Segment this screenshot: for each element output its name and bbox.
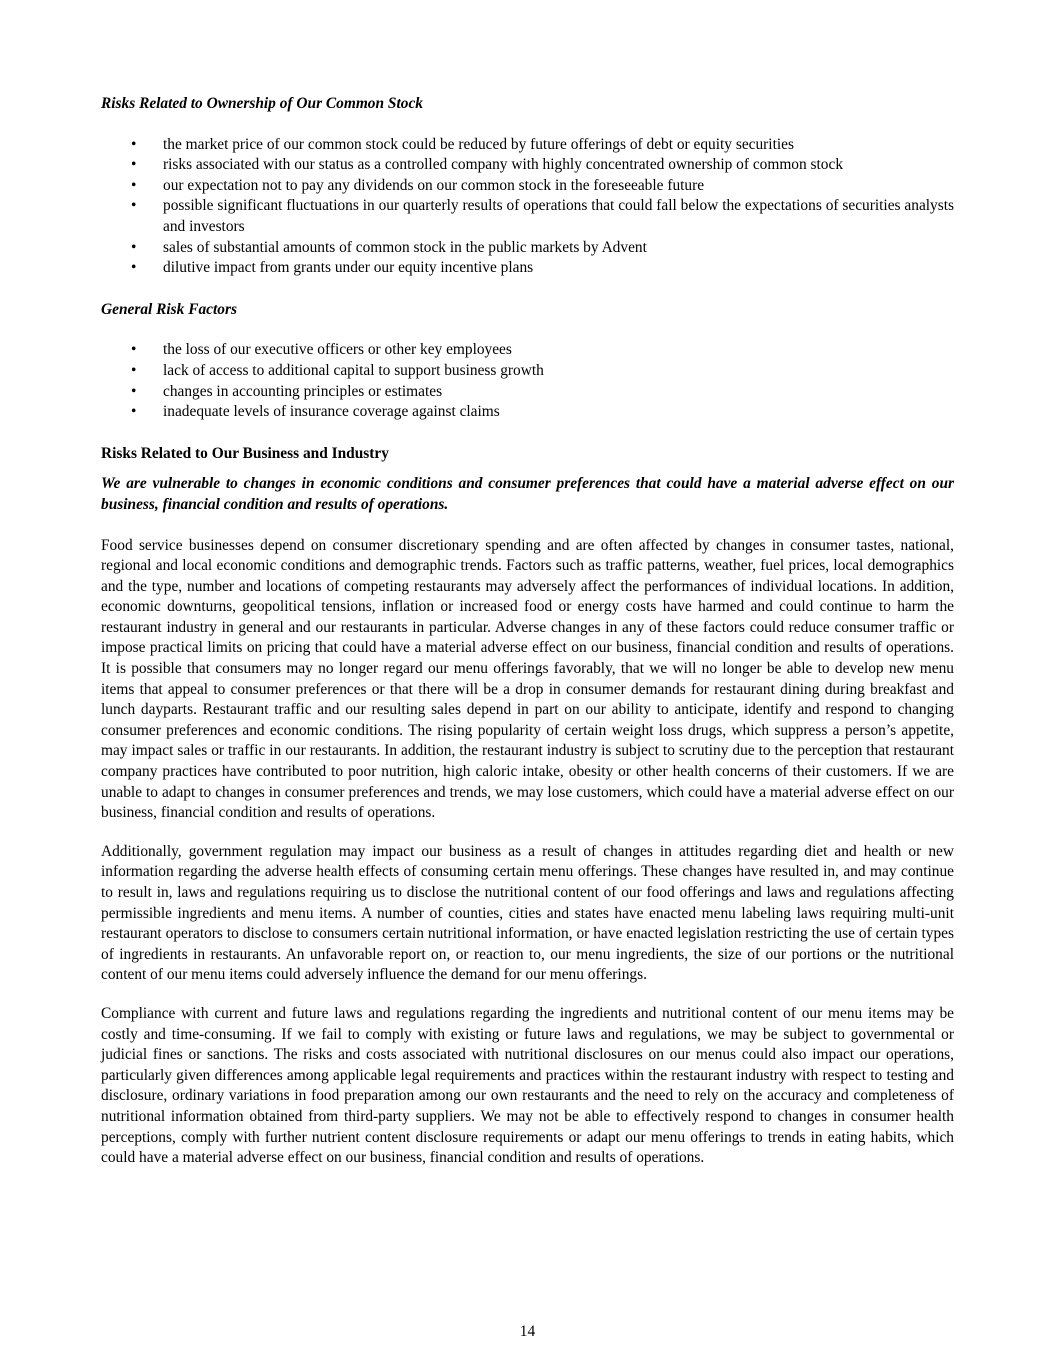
list-item-text: inadequate levels of insurance coverage against claims <box>163 403 500 421</box>
list-item-text: our expectation not to pay any dividends on our common stock in the foreseeable future <box>163 176 705 194</box>
list-item-text: lack of access to additional capital to support business growth <box>163 361 544 379</box>
bullet-icon: • <box>131 135 137 153</box>
page-number: 14 <box>519 1323 536 1340</box>
section-heading-business: Risks Related to Our Business and Industry <box>101 444 389 462</box>
risk-factor-title: We are vulnerable to changes in economic conditions and consumer preferences that could have a material adverse effect on our business, financial condition and results of operations. <box>101 475 954 513</box>
list-item-text: sales of substantial amounts of common stock in the public markets by Advent <box>163 238 647 256</box>
section-heading-general: General Risk Factors <box>101 300 237 318</box>
bullet-icon: • <box>131 403 137 421</box>
list-item <box>101 258 954 279</box>
bullet-icon: • <box>131 382 137 400</box>
list-item-text: dilutive impact from grants under our equity incentive plans <box>163 259 534 277</box>
list-item <box>101 238 954 259</box>
ownership-risk-list <box>101 135 954 279</box>
list-item <box>101 155 954 176</box>
list-item <box>101 402 954 423</box>
body-paragraph: Additionally, government regulation may impact our business as a result of changes in attitudes regarding diet and health or new information regarding the adverse health effects of consuming certain menu offerings. These changes have resulted in, and may continue to result in, laws and regulations requiring us to disclose the nutritional content of our food offerings and laws and regulations affecting permissible ingredients and menu items. A number of counties, cities and states have enacted menu labeling laws requiring multi-unit restaurant operators to disclose to consumers certain nutritional information, or have enacted legislation restricting the use of certain types of ingredients in restaurants. An unfavorable report on, or reaction to, our menu ingredients, the size of our portions or the nutritional content of our menu items could adversely influence the demand for our menu offerings. <box>101 842 954 984</box>
body-paragraph: Food service businesses depend on consumer discretionary spending and are often affected by changes in consumer tastes, national, regional and local economic conditions and demographic trends. Factors such as traffic patterns, weather, fuel prices, local demographics and the type, number and locations of competing restaurants may adversely affect the performances of individual locations. In addition, economic downturns, geopolitical tensions, inflation or increased food or energy costs have harmed and could continue to harm the restaurant industry in general and our restaurants in particular. Adverse changes in any of these factors could reduce consumer traffic or impose practical limits on pricing that could have a material adverse effect on our business, financial condition and results of operations. It is possible that consumers may no longer regard our menu offerings favorably, that we will no longer be able to develop new menu items that appeal to consumer preferences or that there will be a drop in consumer demands for restaurant dining during breakfast and lunch dayparts. Restaurant traffic and our resulting sales depend in part on our ability to anticipate, identify and respond to changing consumer preferences and economic conditions. The rising popularity of certain weight loss drugs, which suppress a person’s appetite, may impact sales or traffic in our restaurants. In addition, the restaurant industry is subject to scrutiny due to the perception that restaurant company practices have contributed to poor nutrition, high caloric intake, obesity or other health concerns of their customers. If we are unable to adapt to changes in consumer preferences and trends, we may lose customers, which could have a material adverse effect on our business, financial condition and results of operations. <box>101 536 954 822</box>
bullet-icon: • <box>131 341 137 359</box>
bullet-icon: • <box>131 259 137 277</box>
bullet-icon: • <box>131 156 137 174</box>
list-item <box>101 361 954 382</box>
bullet-icon: • <box>131 197 137 215</box>
list-item <box>101 135 954 156</box>
list-item-text: the market price of our common stock could be reduced by future offerings of debt or equity securities <box>163 135 794 153</box>
list-item <box>101 340 954 361</box>
list-item-text: changes in accounting principles or estimates <box>163 382 443 400</box>
list-item <box>101 382 954 403</box>
body-paragraph: Compliance with current and future laws and regulations regarding the ingredients and nutritional content of our menu items may be costly and time-consuming. If we fail to comply with existing or future laws and regulations, we may be subject to governmental or judicial fines or sanctions. The risks and costs associated with nutritional disclosures on our menus could also impact our operations, particularly given differences among applicable legal requirements and practices within the restaurant industry with respect to testing and disclosure, ordinary variations in food preparation among our own restaurants and the need to rely on the accuracy and completeness of nutritional information obtained from third-party suppliers. We may not be able to effectively respond to changes in consumer health perceptions, comply with further nutrient content disclosure requirements or adapt our menu offerings to trends in eating habits, which could have a material adverse effect on our business, financial condition and results of operations. <box>101 1004 954 1167</box>
list-item-text: possible significant fluctuations in our quarterly results of operations that could fall below the expectations of securities analysts and investors <box>163 197 954 235</box>
list-item-text: risks associated with our status as a controlled company with highly concentrated ownership of common stock <box>163 156 844 174</box>
list-item <box>101 196 954 237</box>
document-page <box>101 94 954 1187</box>
list-item <box>101 176 954 197</box>
general-risk-list <box>101 340 954 422</box>
bullet-icon: • <box>131 176 137 194</box>
bullet-icon: • <box>131 238 137 256</box>
section-heading-ownership: Risks Related to Ownership of Our Common Stock <box>101 95 423 112</box>
list-item-text: the loss of our executive officers or other key employees <box>163 341 512 359</box>
bullet-icon: • <box>131 361 137 379</box>
